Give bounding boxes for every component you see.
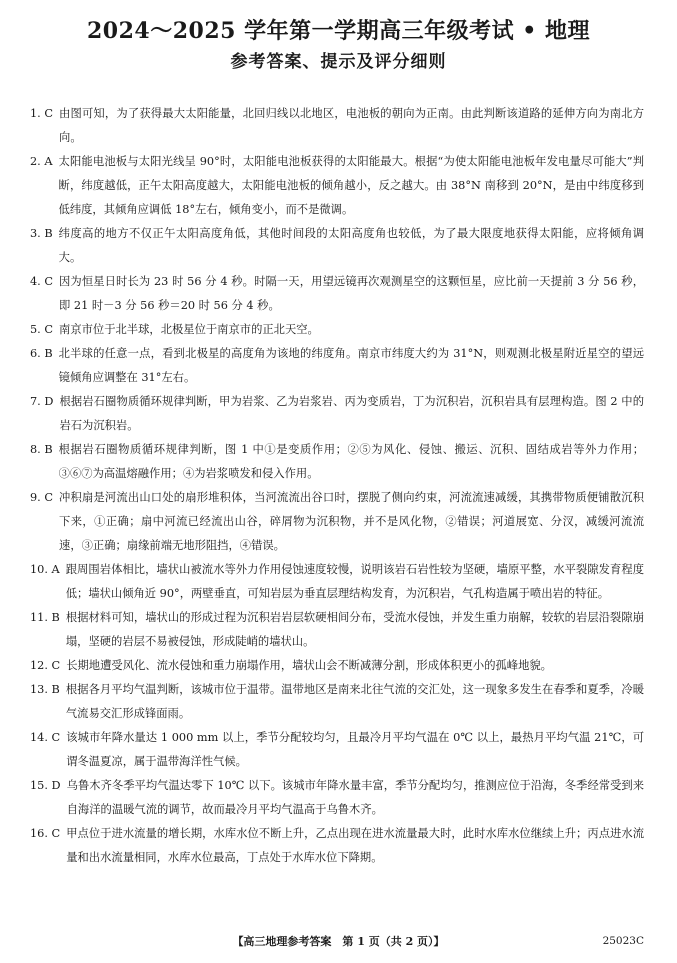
answer-item: [30, 822, 644, 870]
answer-number: 7. D: [30, 395, 54, 408]
answer-explanation: 纬度高的地方不仅正午太阳高度角低，其他时间段的太阳高度角也较低，为了最大限度地获得太阳能，应将倾角调大。: [58, 227, 644, 264]
answer-number: 8. B: [30, 443, 53, 456]
answer-explanation: 长期地遭受风化、流水侵蚀和重力崩塌作用，墙状山会不断减薄分割，形成体积更小的孤峰地貌。: [66, 659, 552, 672]
answer-explanation: 冲积扇是河流出山口处的扇形堆积体，当河流流出谷口时，摆脱了侧向约束，河流流速减缓，其携带物质便铺散沉积下来，①正确；扇中河流已经流出山谷，碎屑物为沉积物，并不是风化物，②错误；河道展宽、分汊，减缓河流流速，③正确；扇缘前端无地形阻挡，④错误。: [59, 491, 644, 552]
document-code: 25023C: [602, 935, 644, 947]
answer-item: [30, 102, 644, 150]
answer-item: [30, 342, 644, 390]
answer-number: 3. B: [30, 227, 53, 240]
answer-number: 2. A: [30, 155, 53, 168]
answer-number: 14. C: [30, 731, 61, 744]
answer-number: 16. C: [30, 827, 61, 840]
answer-explanation: 跟周围岩体相比，墙状山被流水等外力作用侵蚀速度较慢，说明该岩石岩性较为坚硬，墙原平整，水平裂隙发育程度低；墙状山倾角近 90°，两壁垂直，可知岩层为垂直层理结构发育，为沉积岩，气孔构造属于喷出岩的特征。: [65, 563, 644, 600]
answer-explanation: 乌鲁木齐冬季平均气温达零下 10℃ 以下。该城市年降水量丰富，季节分配均匀，推测应位于沿海，冬季经常受到来自海洋的温暖气流的调节，故而最冷月平均气温高于乌鲁木齐。: [66, 779, 644, 816]
answer-item: [30, 270, 644, 318]
answer-explanation: 由图可知，为了获得最大太阳能量，北回归线以北地区，电池板的朝向为正南。由此判断该道路的延伸方向为南北方向。: [59, 107, 644, 144]
answer-explanation: 根据各月平均气温判断，该城市位于温带。温带地区是南来北往气流的交汇处，这一现象多发生在春季和夏季，冷暖气流易交汇形成锋面雨。: [65, 683, 644, 720]
page-subtitle: 参考答案、提示及评分细则: [230, 52, 447, 72]
answer-number: 1. C: [30, 107, 54, 120]
answer-item: [30, 606, 644, 654]
answer-item: [30, 726, 644, 774]
answer-number: 4. C: [30, 275, 54, 288]
answer-explanation: 北半球的任意一点，看到北极星的高度角为该地的纬度角。南京市纬度大约为 31°N，则观测北极星附近星空的望远镜倾角应调整在 31°左右。: [58, 347, 644, 384]
answer-item: [30, 654, 644, 678]
answer-number: 12. C: [30, 659, 61, 672]
answer-explanation: 根据岩石圈物质循环规律判断，图 1 中①是变质作用；②⑤为风化、侵蚀、搬运、沉积、固结成岩等外力作用；③⑥⑦为高温熔融作用；④为岩浆喷发和侵入作用。: [58, 443, 644, 480]
answer-number: 6. B: [30, 347, 53, 360]
answer-list: [30, 102, 644, 870]
answer-item: [30, 390, 644, 438]
answer-item: [30, 438, 644, 486]
answer-number: 11. B: [30, 611, 60, 624]
answer-number: 5. C: [30, 323, 54, 336]
answer-item: [30, 318, 644, 342]
answer-explanation: 甲点位于进水流量的增长期，水库水位不断上升，乙点出现在进水流量最大时，此时水库水位继续上升；丙点进水流量和出水流量相同，水库水位最高，丁点处于水库水位下降期。: [66, 827, 644, 864]
answer-item: [30, 678, 644, 726]
answer-explanation: 该城市年降水量达 1 000 mm 以上，季节分配较均匀，且最冷月平均气温在 0℃ 以上，最热月平均气温 21℃，可谓冬温夏凉，属于温带海洋性气候。: [66, 731, 644, 768]
answer-item: [30, 774, 644, 822]
answer-number: 13. B: [30, 683, 60, 696]
answer-number: 9. C: [30, 491, 54, 504]
answer-explanation: 根据岩石圈物质循环规律判断，甲为岩浆、乙为岩浆岩、丙为变质岩，丁为沉积岩，沉积岩具有层理构造。图 2 中的岩石为沉积岩。: [59, 395, 644, 432]
answer-item: [30, 222, 644, 270]
answer-item: [30, 486, 644, 558]
answer-explanation: 太阳能电池板与太阳光线呈 90°时，太阳能电池板获得的太阳能最大。根据“为使太阳能电池板年发电量尽可能大”判断，纬度越低，正午太阳高度越大，太阳能电池板的倾角越小，反之越大。由 38°N 南移到 20°N，是由中纬度移到低纬度，其倾角应调低 18°左右，倾角变小，而不是微调。: [58, 155, 644, 216]
answer-explanation: 根据材料可知，墙状山的形成过程为沉积岩岩层软硬相间分布，受流水侵蚀，并发生重力崩解，较软的岩层沿裂隙崩塌，坚硬的岩层不易被侵蚀，形成陡峭的墙状山。: [65, 611, 644, 648]
answer-explanation: 因为恒星日时长为 23 时 56 分 4 秒。时隔一天，用望远镜再次观测星空的这颗恒星，应比前一天提前 3 分 56 秒，即 21 时－3 分 56 秒＝20 时 56 分 4 秒。: [59, 275, 644, 312]
answer-explanation: 南京市位于北半球，北极星位于南京市的正北天空。: [59, 323, 319, 336]
page-title: 2024～2025 学年第一学期高三年级考试 • 地理: [86, 18, 590, 44]
answer-number: 15. D: [30, 779, 61, 792]
answer-item: [30, 558, 644, 606]
answer-number: 10. A: [30, 563, 60, 576]
answer-item: [30, 150, 644, 222]
page-footer: 【高三地理参考答案 第 1 页（共 2 页）】: [232, 935, 445, 948]
